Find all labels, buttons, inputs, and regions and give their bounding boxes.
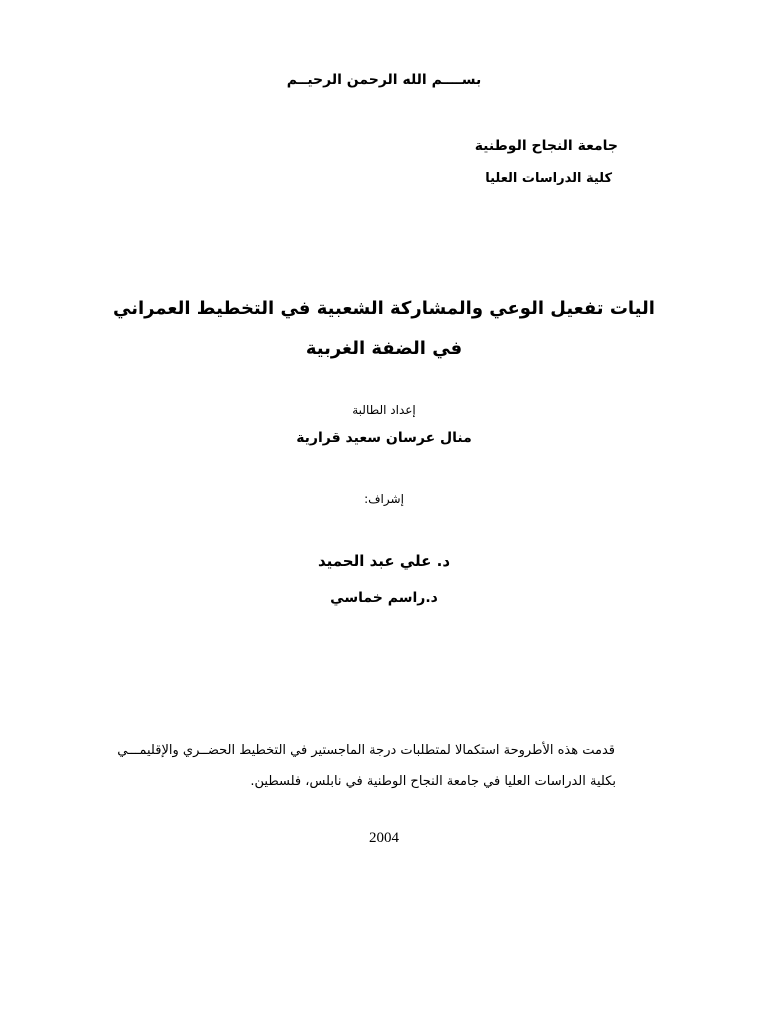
supervisor-name-1: د. علي عبد الحميد bbox=[317, 552, 451, 570]
supervision-label: إشراف: bbox=[364, 492, 404, 506]
faculty-name: كلية الدراسات العليا bbox=[485, 171, 612, 186]
submission-year: 2004 bbox=[369, 830, 399, 846]
supervisor-name-2: د.راسم خماسي bbox=[330, 590, 438, 606]
submission-statement-line-1: قدمت هذه الأطروحة استكمالا لمتطلبات درجة الماجستير في التخطيط الحضــري والإقليمـــي bbox=[117, 743, 615, 758]
basmala-heading: بســــم الله الرحمن الرحيــم bbox=[286, 72, 482, 88]
submission-statement-line-2: بكلية الدراسات العليا في جامعة النجاح الوطنية في نابلس، فلسطين. bbox=[250, 774, 616, 789]
prepared-by-label: إعداد الطالبة bbox=[352, 403, 416, 417]
thesis-title-line-2: في الضفة الغربية bbox=[305, 338, 463, 359]
thesis-title-line-1: اليات تفعيل الوعي والمشاركة الشعبية في التخطيط العمراني bbox=[113, 298, 655, 319]
university-name: جامعة النجاح الوطنية bbox=[474, 138, 618, 154]
student-name: منال عرسان سعيد قرارية bbox=[296, 430, 472, 446]
